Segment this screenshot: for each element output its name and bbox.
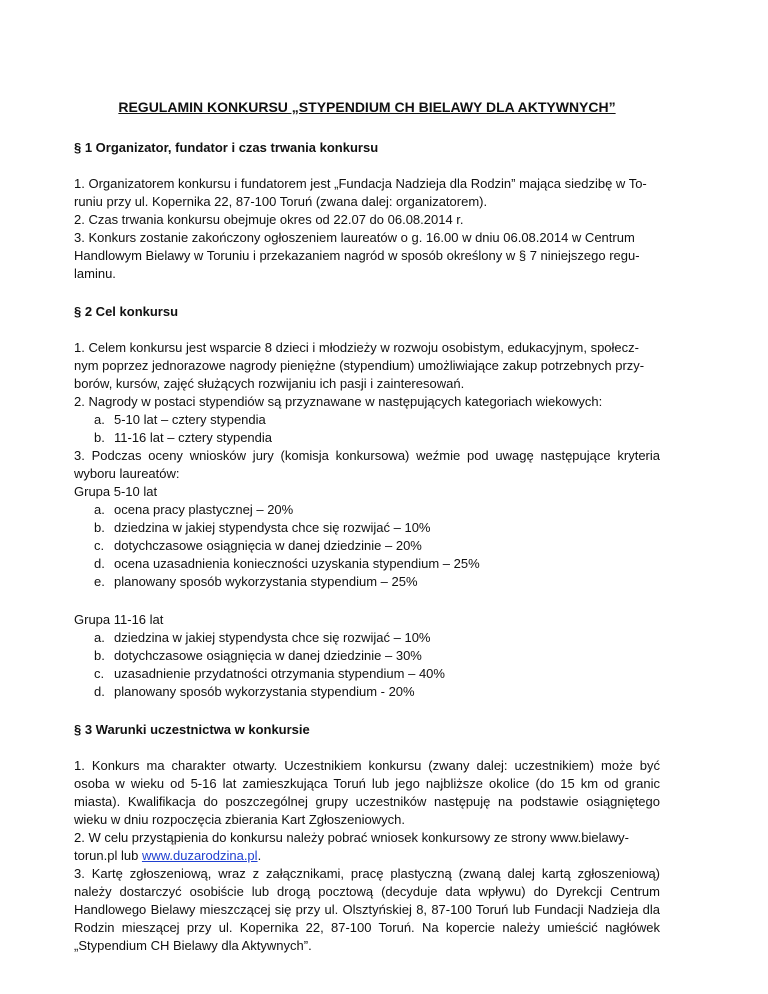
- section-1-line: runiu przy ul. Kopernika 22, 87-100 Toruń (zwana dalej: organizatorem).: [74, 194, 488, 209]
- section-3-paragraph-3: 3. Kartę zgłoszeniową, wraz z załącznikami, pracę plastyczną (zwaną dalej kartą zgłoszeniową) należy dostarczyć osobiście lub drogą pocztową (decyduje data wpływu) do Dyrekcji Centrum Handlowego Bielawy mieszczącej się przy ul. Olsztyńskiej 8, 87-100 Toruń lub Fundacji Nadzieja dla Rodzin mieszącej przy ul. Kopernika 22, 87-100 Toruń. Na kopercie należy umieścić nagłówek „Stypendium CH Bielawy dla Aktywnych”.: [74, 866, 660, 953]
- section-2-intro-line: 2. Nagrody w postaci stypendiów są przyznawane w następujących kategoriach wiekowych:: [74, 394, 603, 409]
- section-3-paragraph-2-line-2: torun.pl lub www.duzarodzina.pl.: [74, 848, 262, 863]
- document-title: REGULAMIN KONKURSU „STYPENDIUM CH BIELAWY DLA AKTYWNYCH”: [118, 99, 616, 115]
- criteria-intro: 3. Podczas oceny wniosków jury (komisja konkursowa) weźmie pod uwagę następujące kryteria wyboru laureatów:: [74, 448, 660, 481]
- section-2: [74, 303, 660, 701]
- list-item: b. dotychczasowe osiągnięcia w danej dziedzinie – 30%: [94, 648, 422, 663]
- section-2-intro-line: borów, kursów, zajęć służących rozwijaniu ich pasji i zainteresowań.: [74, 376, 465, 391]
- list-item: d. planowany sposób wykorzystania stypendium - 20%: [94, 684, 415, 699]
- section-2-heading: § 2 Cel konkursu: [74, 304, 179, 319]
- list-item: a. 5-10 lat – cztery stypendia: [94, 412, 266, 427]
- group-1-criteria-list: [74, 501, 660, 591]
- group-1-label: Grupa 5-10 lat: [74, 484, 158, 499]
- section-3-paragraph-2-line-1: 2. W celu przystąpienia do konkursu należy pobrać wniosek konkursowy ze strony www.bielawy-: [74, 830, 629, 845]
- section-2-intro-line: 1. Celem konkursu jest wsparcie 8 dzieci i młodzieży w rozwoju osobistym, edukacyjnym, społecz-: [74, 340, 639, 355]
- section-3-heading: § 3 Warunki uczestnictwa w konkursie: [74, 722, 310, 737]
- section-3-paragraph-1: 1. Konkurs ma charakter otwarty. Uczestnikiem konkursu (zwany dalej: uczestnikiem) może być osoba w wieku od 5-16 lat zamieszkująca Toruń lub jego najbliższe okolice (do 15 km od granic miasta). Kwalifikacja do poszczególnej grupy uczestników następuję na podstawie osiągniętego wieku w dniu rozpoczęcia zbierania Kart Zgłoszeniowych.: [74, 758, 660, 827]
- group-2-label: Grupa 11-16 lat: [74, 612, 164, 627]
- section-1-line: 2. Czas trwania konkursu obejmuje okres od 22.07 do 06.08.2014 r.: [74, 212, 464, 227]
- section-1-line: 3. Konkurs zostanie zakończony ogłoszeniem laureatów o g. 16.00 w dniu 06.08.2014 w Centrum: [74, 230, 635, 245]
- list-item: c. dotychczasowe osiągnięcia w danej dziedzinie – 20%: [94, 538, 422, 553]
- section-1-line: laminu.: [74, 266, 116, 281]
- section-1-line: Handlowym Bielawy w Toruniu i przekazaniem nagród w sposób określony w § 7 niniejszego regu-: [74, 248, 640, 263]
- list-item: d. ocena uzasadnienia konieczności uzyskania stypendium – 25%: [94, 556, 480, 571]
- section-1-line: 1. Organizatorem konkursu i fundatorem jest „Fundacja Nadzieja dla Rodzin” mająca siedzibę w To-: [74, 176, 647, 191]
- section-1: [74, 139, 660, 283]
- list-item: b. 11-16 lat – cztery stypendia: [94, 430, 273, 445]
- section-2-intro-line: nym poprzez jednorazowe nagrody pieniężne (stypendium) umożliwiające zakup potrzebnych przy-: [74, 358, 645, 373]
- list-item: c. uzasadnienie przydatności otrzymania stypendium – 40%: [94, 666, 445, 681]
- list-item: b. dziedzina w jakiej stypendysta chce się rozwijać – 10%: [94, 520, 431, 535]
- list-item: e. planowany sposób wykorzystania stypendium – 25%: [94, 574, 418, 589]
- section-3: [74, 721, 660, 955]
- section-1-heading: § 1 Organizator, fundator i czas trwania konkursu: [74, 140, 379, 155]
- list-item: a. ocena pracy plastycznej – 20%: [94, 502, 294, 517]
- spacer: [74, 591, 660, 611]
- duzarodzina-link[interactable]: www.duzarodzina.pl: [141, 848, 258, 863]
- age-category-list: [74, 411, 660, 447]
- list-item: a. dziedzina w jakiej stypendysta chce się rozwijać – 10%: [94, 630, 431, 645]
- group-2-criteria-list: [74, 629, 660, 701]
